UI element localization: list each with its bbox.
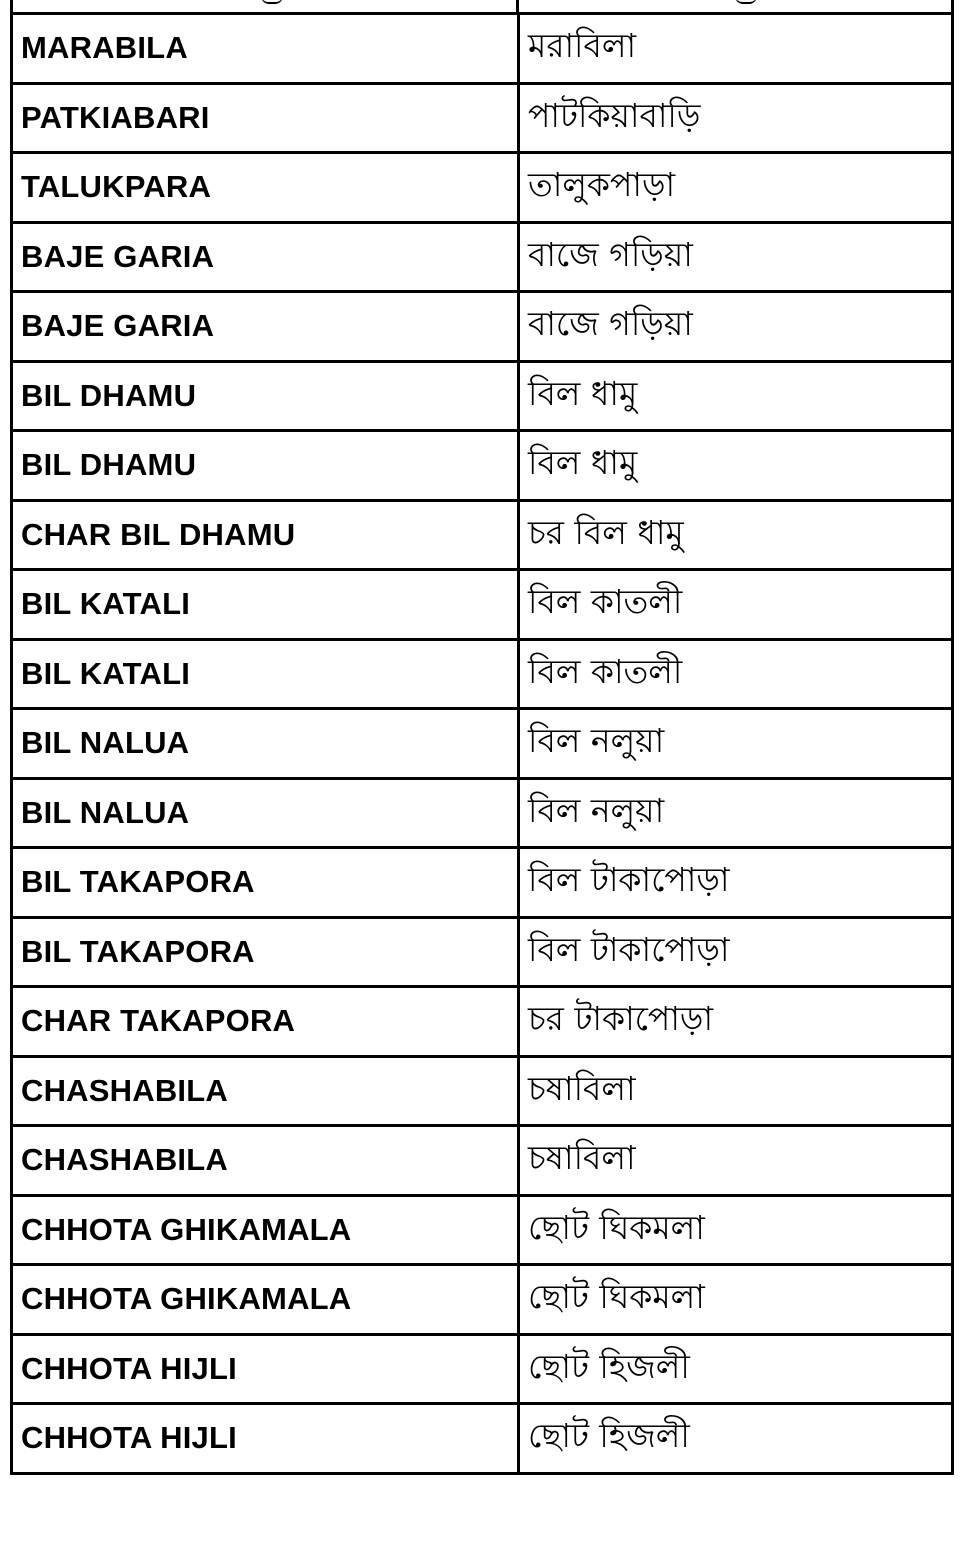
table-row (12, 292, 953, 362)
table-row (12, 1195, 953, 1265)
english-name-cell: CHASHABILA (12, 1056, 519, 1126)
table-row (12, 1126, 953, 1196)
bengali-name-cell: বিল টাকাপোড়া (519, 917, 953, 987)
english-name-cell: BIL DHAMU (12, 431, 519, 501)
english-name-cell: MARABILA (12, 14, 519, 84)
table-row (12, 1334, 953, 1404)
bengali-name-cell: পাটকিয়াবাড়ি (519, 83, 953, 153)
bengali-name-cell: ছোট হিজলী (519, 1404, 953, 1474)
table-row (12, 1056, 953, 1126)
table-row (12, 987, 953, 1057)
table-row (12, 778, 953, 848)
table-row (12, 1404, 953, 1474)
bengali-name-cell: বাজে গড়িয়া (519, 222, 953, 292)
bengali-name-cell: বিল ধামু (519, 431, 953, 501)
english-name-cell: PATKIABARI (12, 83, 519, 153)
table-row (12, 848, 953, 918)
table-row (12, 431, 953, 501)
bengali-name-cell: তালুকপাড়া (519, 153, 953, 223)
bengali-name-cell: চষাবিলা (519, 1126, 953, 1196)
bengali-name-cell: ছোট ঘিকমলা (519, 1265, 953, 1335)
table-row (12, 500, 953, 570)
table-body (12, 14, 953, 1474)
bengali-name-cell: চর বিল ধামু (519, 500, 953, 570)
bengali-name-cell: ছোট হিজলী (519, 1334, 953, 1404)
english-name-cell: CHAR BIL DHAMU (12, 500, 519, 570)
bengali-name-cell: বিল কাতলী (519, 639, 953, 709)
table-row (12, 639, 953, 709)
english-name-cell: BIL NALUA (12, 778, 519, 848)
clipped-header-text-fragment (261, 0, 283, 4)
bengali-name-cell: বিল ধামু (519, 361, 953, 431)
english-name-cell: BIL KATALI (12, 639, 519, 709)
clipped-header-text-fragment (735, 0, 757, 4)
english-name-cell: BAJE GARIA (12, 222, 519, 292)
bengali-name-cell: বাজে গড়িয়া (519, 292, 953, 362)
table-row (12, 83, 953, 153)
bengali-name-cell: বিল নলুয়া (519, 709, 953, 779)
table-row (12, 709, 953, 779)
english-name-cell: CHHOTA HIJLI (12, 1334, 519, 1404)
bengali-name-cell: বিল কাতলী (519, 570, 953, 640)
english-name-cell: BAJE GARIA (12, 292, 519, 362)
table-row (12, 153, 953, 223)
table-row (12, 14, 953, 84)
table-row (12, 1265, 953, 1335)
bengali-name-cell: ছোট ঘিকমলা (519, 1195, 953, 1265)
table-row (12, 222, 953, 292)
bengali-name-cell: বিল টাকাপোড়া (519, 848, 953, 918)
bengali-name-cell: চর টাকাপোড়া (519, 987, 953, 1057)
english-name-cell: CHHOTA HIJLI (12, 1404, 519, 1474)
english-name-cell: BIL TAKAPORA (12, 917, 519, 987)
english-name-cell: CHHOTA GHIKAMALA (12, 1265, 519, 1335)
table-row (12, 570, 953, 640)
bengali-name-cell: মরাবিলা (519, 14, 953, 84)
english-name-cell: BIL TAKAPORA (12, 848, 519, 918)
english-name-cell: BIL NALUA (12, 709, 519, 779)
english-name-cell: CHASHABILA (12, 1126, 519, 1196)
bengali-name-cell: চষাবিলা (519, 1056, 953, 1126)
english-name-cell: BIL DHAMU (12, 361, 519, 431)
table-row (12, 361, 953, 431)
english-name-cell: CHAR TAKAPORA (12, 987, 519, 1057)
village-name-table (10, 12, 954, 1475)
english-name-cell: BIL KATALI (12, 570, 519, 640)
english-name-cell: CHHOTA GHIKAMALA (12, 1195, 519, 1265)
english-name-cell: TALUKPARA (12, 153, 519, 223)
bengali-name-cell: বিল নলুয়া (519, 778, 953, 848)
table-row (12, 917, 953, 987)
